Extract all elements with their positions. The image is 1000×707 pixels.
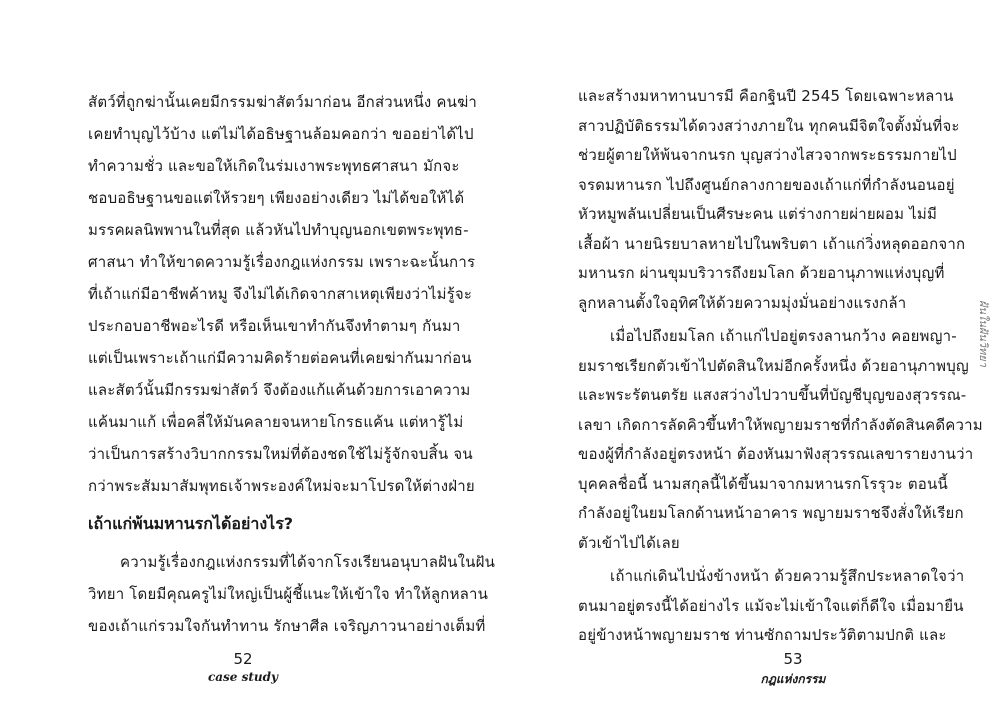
text-line: ชอบอธิษฐานขอแต่ให้รวยๆ เพียงอย่างเดียว ไม่ได้ขอให้ได้	[88, 189, 465, 207]
text-line: ลูกหลานตั้งใจอุทิศให้ด้วยความมุ่งมั่นอย่างแรงกล้า	[578, 294, 907, 312]
text-line: อยู่ข้างหน้าพญายมราช ท่านซักถามประวัติตามปกติ และ	[578, 626, 947, 644]
text-line: เคยทำบุญไว้บ้าง แต่ไม่ได้อธิษฐานล้อมคอกว่า ขออย่าได้ไป	[88, 125, 474, 143]
page-number: 53	[783, 650, 803, 668]
text-line: ศาสนา ทำให้ขาดความรู้เรื่องกฎแห่งกรรม เพราะฉะนั้นการ	[88, 253, 476, 271]
text-line: มรรคผลนิพพานในที่สุด แล้วหันไปทำบุญนอกเขตพระพุทธ-	[88, 221, 469, 239]
text-line: เลขา เกิดการลัดคิวขึ้นทำให้พญายมราชที่กำลังตัดสินคดีความ	[578, 416, 983, 434]
text-line: หัวหมูพลันเปลี่ยนเป็นศีรษะคน แต่ร่างกายผ่ายผอม ไม่มี	[578, 205, 938, 223]
text-line: สัตว์ที่ถูกฆ่านั้นเคยมีกรรมฆ่าสัตว์มาก่อน อีกส่วนหนึ่ง คนฆ่า	[88, 93, 478, 111]
text-line: ว่าเป็นการสร้างวิบากกรรมใหม่ที่ต้องชดใช้ไม่รู้จักจบสิ้น จน	[88, 445, 473, 463]
text-line: ความรู้เรื่องกฎแห่งกรรมที่ได้จากโรงเรียนอนุบาลฝันในฝัน	[120, 553, 496, 571]
text-line: ตัวเข้าไปได้เลย	[578, 534, 680, 552]
side-margin-mark: ฝันในฝันวิทยา	[977, 300, 990, 367]
text-line: กำลังอยู่ในยมโลกด้านหน้าอาคาร พญายมราชจึงสั่งให้เรียก	[578, 504, 964, 522]
text-line: ทำความชั่ว และขอให้เกิดในร่มเงาพระพุทธศาสนา มักจะ	[88, 157, 460, 175]
right-page	[500, 0, 1000, 707]
text-line: ยมราชเรียกตัวเข้าไปตัดสินใหม่อีกครั้งหนึ่ง ด้วยอานุภาพบุญ	[578, 357, 969, 375]
page-number: 52	[233, 650, 253, 668]
text-line: แค้นมาแก้ เพื่อคลี่ให้มันคลายจนหายโกรธแค้น แต่หารู้ไม่	[88, 413, 464, 431]
text-line: ของเถ้าแก่รวมใจกันทำทาน รักษาศีล เจริญภาวนาอย่างเต็มที่	[88, 617, 486, 635]
text-line: เสื้อผ้า นายนิรยบาลหายไปในพริบตา เถ้าแก่วิ่งหลุดออกจาก	[578, 235, 966, 253]
text-line: กว่าพระสัมมาสัมพุทธเจ้าพระองค์ใหม่จะมาโปรดให้ต่างฝ่าย	[88, 477, 475, 495]
text-line: เถ้าแก่เดินไปนั่งข้างหน้า ด้วยความรู้สึกประหลาดใจว่า	[610, 567, 965, 585]
text-line: เมื่อไปถึงยมโลก เถ้าแก่ไปอยู่ตรงลานกว้าง คอยพญา-	[610, 327, 957, 345]
page-footer-title: case study	[207, 670, 279, 684]
text-line: ที่เถ้าแก่มีอาชีพค้าหมู จึงไม่ได้เกิดจากสาเหตุเพียงว่าไม่รู้จะ	[88, 285, 473, 303]
text-line: และสัตว์นั้นมีกรรมฆ่าสัตว์ จึงต้องแก้แค้นด้วยการเอาความ	[88, 381, 471, 399]
text-line: และสร้างมหาทานบารมี คือกฐินปี 2545 โดยเฉพาะหลาน	[578, 87, 954, 105]
text-line: ประกอบอาชีพอะไรดี หรือเห็นเขาทำกันจึงทำตามๆ กันมา	[88, 317, 461, 335]
section-heading: เถ้าแก่พ้นมหานรกได้อย่างไร?	[88, 514, 294, 533]
text-line: ช่วยผู้ตายให้พ้นจากนรก บุญสว่างไสวจากพระธรรมกายไป	[578, 146, 957, 164]
text-line: บุคคลชื่อนี้ นามสกุลนี้ได้ขึ้นมาจากมหานรกโรรุวะ ตอนนี้	[578, 475, 948, 493]
text-line: ตนมาอยู่ตรงนี้ได้อย่างไร แม้จะไม่เข้าใจแต่ก็ดีใจ เมื่อมายืน	[578, 597, 964, 615]
page-footer-title: กฎแห่งกรรม	[760, 672, 826, 686]
text-line: แต่เป็นเพราะเถ้าแก่มีความคิดร้ายต่อคนที่เคยฆ่ากันมาก่อน	[88, 349, 472, 367]
text-line: สาวปฏิบัติธรรมได้ดวงสว่างภายใน ทุกคนมีจิตใจตั้งมั่นที่จะ	[578, 117, 960, 135]
text-line: ของผู้ที่กำลังอยู่ตรงหน้า ต้องหันมาฟังสุวรรณเลขารายงานว่า	[578, 445, 974, 463]
text-line: จรดมหานรก ไปถึงศูนย์กลางกายของเถ้าแก่ที่กำลังนอนอยู่	[578, 176, 955, 194]
text-line: และพระรัตนตรัย แสงสว่างไปวาบขึ้นที่บัญชีบุญของสุวรรณ-	[578, 386, 967, 404]
text-line: วิทยา โดยมีคุณครูไม่ใหญ่เป็นผู้ชี้แนะให้เข้าใจ ทำให้ลูกหลาน	[88, 585, 489, 603]
text-line: มหานรก ผ่านขุมบริวารถึงยมโลก ด้วยอานุภาพแห่งบุญที่	[578, 264, 945, 282]
